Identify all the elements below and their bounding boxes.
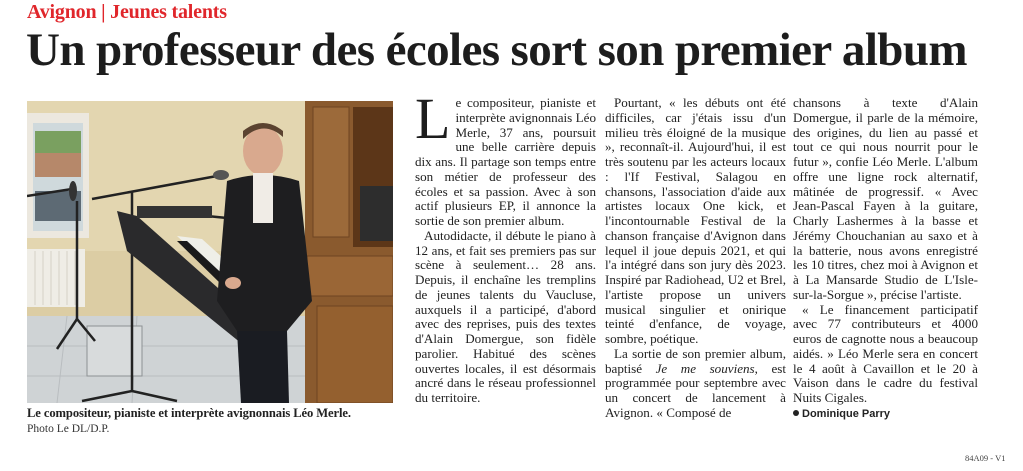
author-signature [793, 407, 978, 422]
article-photo [27, 101, 393, 403]
author-name: Dominique Parry [802, 407, 891, 420]
article-column-2 [605, 96, 786, 421]
paragraph-text: La sortie de son premier album, baptisé [605, 345, 786, 376]
paragraph [605, 347, 786, 421]
article-column-1 [415, 86, 596, 406]
bullet-icon [793, 410, 799, 416]
article-headline: Un professeur des écoles sort son premier album [26, 24, 967, 76]
paragraph: chansons à texte d'Alain Domergue, il parle de la mémoire, des origines, du lien au passé et tout ce qui nous nourrit pour le futur », confie Léo Merle. L'album offre une ligne rock alternatif, mâtinée de progressif. « Avec Jean-Pascal Fayen à la guitare, Charly Lashermes à la basse et Jérémy Chouchanian au saxo et à la batterie, nous avons enregistré les 10 titres, chez moi à Avignon et à La Mansarde Studio de L'Isle-sur-la-Sorgue », précise l'artiste. [793, 95, 978, 302]
article-kicker: Avignon | Jeunes talents [27, 1, 227, 23]
paragraph-text: e compositeur, pianiste et interprète avignonnais Léo Merle, 37 ans, poursuit une belle carrière depuis dix ans. Il partage son temps entre son métier de professeur des écoles et sa passion. Avec à son actif plusieurs EP, il annonce la sortie de son premier album. [415, 95, 596, 228]
photo-credit: Photo Le DL/D.P. [27, 423, 110, 435]
paragraph [415, 86, 596, 229]
musician-photo-illustration [27, 101, 393, 403]
album-title: Je me souviens [655, 360, 755, 376]
dropcap-letter: L [415, 86, 451, 151]
paragraph: Autodidacte, il débute le piano à 12 ans, et fait ses premiers pas sur scène à seulement… 28 ans. Depuis, il enchaîne les tremplins de jeunes talents du Vaucluse, auxquels il a participé, d'abord avec des reprises, puis des textes d'Alain Domergue, son fidèle parolier. Habitué des scènes ouvertes locales, il est désormais ancré dans le réseau professionnel du territoire. [415, 227, 596, 405]
photo-caption [27, 405, 407, 437]
caption-text: Le compositeur, pianiste et interprète avignonnais Léo Merle. [27, 406, 351, 420]
article-column-3 [793, 96, 978, 422]
paragraph-text: , est programmée pour septembre avec un concert de lancement à Avignon. « Composé de [605, 360, 786, 420]
paragraph: « Le financement participatif avec 77 contributeurs et 4000 euros de cagnotte nous a beaucoup aidés. » Léo Merle sera en concert le 4 août à Cavaillon et le 20 à Vaison dans le cadre du festival Nuits Cigales. [793, 301, 978, 405]
page-reference: 84A09 - V1 [965, 453, 1006, 463]
paragraph: Pourtant, « les débuts ont été difficiles, car j'étais issu d'un milieu très éloigné de la musique », reconnaît-il. Aujourd'hui, il est très soutenu par les acteurs locaux : l'If Festival, Salagou en chansons, l'association d'aide aux artistes locaux One kick, et l'incontournable Festival de la chanson française d'Avignon dans lequel il joue depuis 2021, et qui l'a intégré dans son jury dès 2023. Inspiré par Radiohead, U2 et Brel, l'artiste propose un univers musical singulier et onirique teinté d'enfance, de voyage, sombre, poétique. [605, 95, 786, 346]
